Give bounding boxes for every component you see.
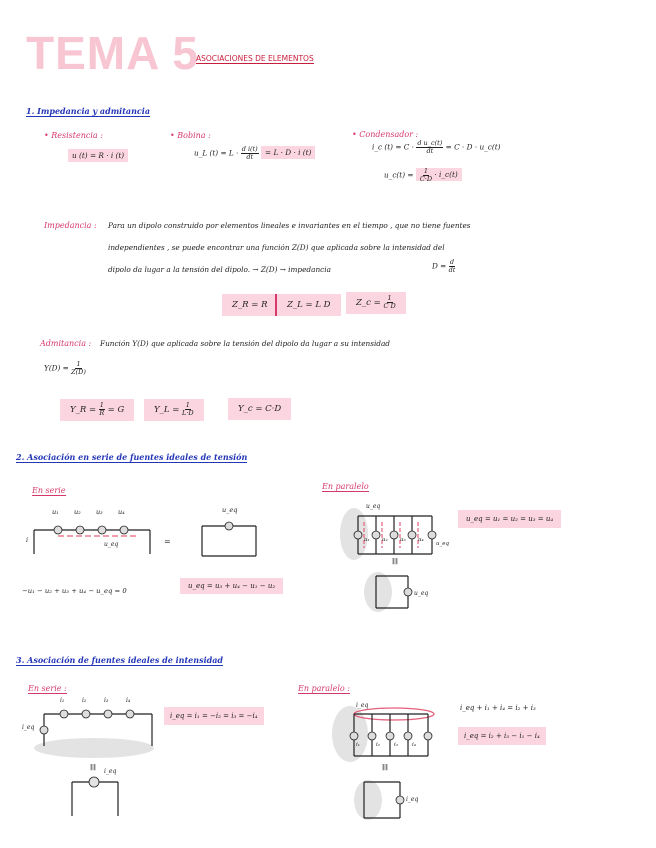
section-heading-tension: 2. Asociación en serie de fuentes ideales de tensión [16, 452, 248, 462]
serie-current-equivalent [66, 772, 126, 822]
paralelo-voltage-equivalent [362, 570, 422, 614]
yl-formula: Y_L = $\frac{1}{L\cdot D}$ [144, 402, 204, 417]
serie-current-circuit [34, 700, 166, 760]
serie-current-equiv-symbol: ‖‖ [90, 764, 96, 771]
zr-formula: Z_R = R [222, 300, 277, 310]
serie-voltage-equivalent [196, 512, 266, 564]
serie-voltage-result: u_eq = u₃ + u₄ − u₁ − u₂ [180, 582, 283, 590]
serie-current-equiv-ieq: i_eq [104, 768, 117, 775]
admitancia-label: Admitancia : [40, 339, 92, 348]
paralelo-kcl: i_eq + i₁ + i₄ = i₂ + i₃ [460, 704, 536, 712]
d-operator-definition: D = $\frac{d}{dt}$ [432, 258, 456, 274]
serie-i2: i₂ [82, 697, 87, 704]
serie-u3: u₃ [96, 508, 103, 516]
serie-ueq-label: u_eq [222, 506, 238, 514]
zc-formula: Z_c = $\frac{1}{\text{C D}}$ [346, 295, 406, 310]
serie-label-intensidad: En serie : [28, 684, 67, 693]
impedancia-text-2: independientes , se puede encontrar una función Z(D) que aplicada sobre la intensidad del [108, 243, 445, 252]
paralelo-i1: i₁ [356, 742, 360, 748]
serie-current-result: i_eq = i₁ = −i₂ = i₃ = −i₄ [164, 712, 264, 720]
paralelo-equiv-ueq: u_eq [414, 590, 429, 597]
paralelo-ueq-top: u_eq [366, 503, 381, 510]
paralelo-label-intensidad: En paralelo : [298, 684, 350, 693]
serie-i3: i₃ [104, 697, 109, 704]
impedancia-label: Impedancia : [44, 221, 97, 230]
serie-ueq-inline: u_eq [104, 541, 119, 548]
paralelo-ieq-label: i_eq [356, 702, 369, 709]
kvl-equation: −u₁ − u₂ + u₃ + u₄ − u_eq = 0 [22, 587, 127, 595]
impedancia-text-3: dipolo da lugar a la tensión del dipolo. → Z(D) → impedancia [108, 265, 331, 274]
serie-u4: u₄ [118, 508, 125, 516]
bobina-formula: u_L (t) = L · $\frac{\text{d i(t)}}{dt}$ = L · D · i (t) [194, 146, 315, 161]
paralelo-current-equiv-ieq: i_eq [406, 796, 419, 803]
paralelo-current-circuit [332, 700, 442, 764]
page-title: TEMA 5 [26, 27, 199, 79]
paralelo-u1: u₁ [364, 537, 370, 543]
paralelo-ueq-side: u_eq [436, 541, 450, 547]
yc-formula: Y_c = C·D [228, 404, 291, 414]
serie-equals: = [164, 537, 171, 546]
condensador-formula-2: u_c(t) = $\frac{1}{C\cdot D}$ · i_c(t) [384, 168, 462, 183]
serie-ieq-label: i_eq [22, 724, 35, 731]
serie-u2: u₂ [74, 508, 81, 516]
resistencia-label: • Resistencia : [44, 131, 103, 140]
zl-formula: Z_L = L D [275, 300, 341, 310]
serie-i-label: i [26, 536, 29, 544]
section-heading-intensidad: 3. Asociación de fuentes ideales de intensidad [16, 655, 223, 665]
serie-i1: i₁ [60, 697, 65, 704]
paralelo-u3: u₃ [400, 537, 406, 543]
paralelo-i4: i₄ [412, 742, 416, 748]
serie-voltage-circuit [28, 508, 158, 558]
resistencia-formula: u (t) = R · i (t) [68, 151, 128, 160]
condensador-label: • Condensador : [352, 130, 419, 139]
paralelo-equiv-symbol: ‖‖ [392, 558, 398, 565]
condensador-formula-1: i_c (t) = C · $\frac{\text{d u\_c(t)}}{dt}$ = C · D · u_c(t) [372, 139, 501, 155]
paralelo-current-equivalent [352, 776, 412, 824]
paralelo-voltage-circuit [340, 504, 450, 564]
y-definition: Y(D) = $\frac{1}{Z(D)}$ [44, 360, 86, 376]
serie-label-tension: En serie [32, 486, 66, 495]
paralelo-u2: u₂ [382, 537, 388, 543]
serie-i4: i₄ [126, 697, 131, 704]
paralelo-label-tension: En paralelo [322, 482, 369, 491]
paralelo-i2: i₂ [376, 742, 380, 748]
paralelo-i3: i₃ [394, 742, 398, 748]
yr-formula: Y_R = $\frac{1}{R}$ = G [60, 402, 134, 417]
paralelo-current-result: i_eq = i₂ + i₃ − i₁ − i₄ [458, 732, 546, 740]
section-heading-impedancia: 1. Impedancia y admitancia [26, 106, 151, 116]
admitancia-text: Función Y(D) que aplicada sobre la tensión del dipolo da lugar a su intensidad [100, 339, 390, 348]
paralelo-u4: u₄ [418, 537, 424, 543]
impedancia-text-1: Para un dipolo construido por elementos lineales e invariantes en el tiempo , que no tiene fuentes [108, 221, 471, 230]
paralelo-current-equiv-symbol: ‖‖ [382, 764, 388, 771]
serie-u1: u₁ [52, 508, 59, 516]
page-subtitle: ASOCIACIONES DE ELEMENTOS [196, 54, 314, 63]
paralelo-voltage-result: u_eq = u₁ = u₂ = u₃ = u₄ [458, 515, 561, 523]
bobina-label: • Bobina : [170, 131, 211, 140]
